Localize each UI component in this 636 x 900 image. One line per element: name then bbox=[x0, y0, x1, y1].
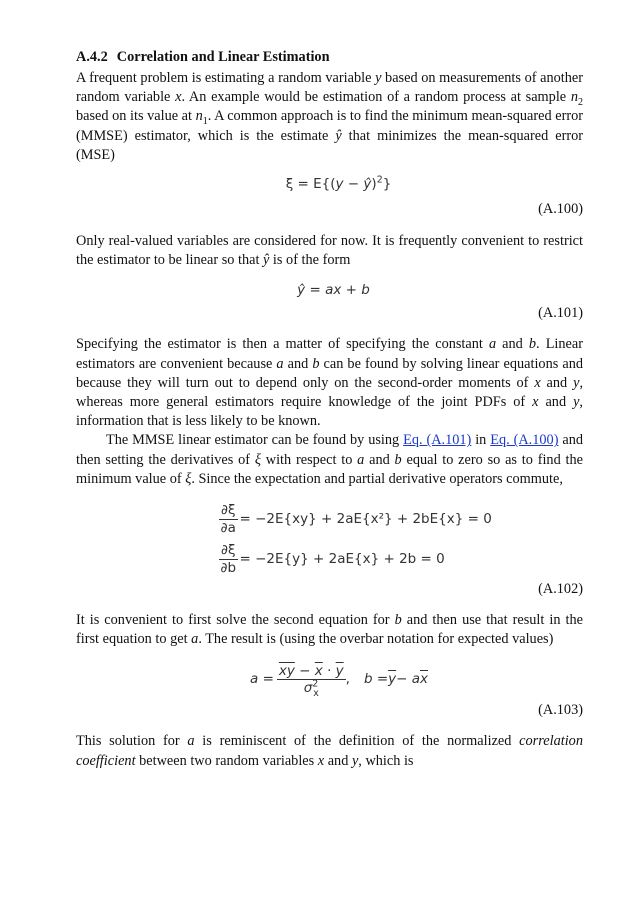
equation-a101 bbox=[76, 281, 583, 323]
equation-a103-body: a = $\frac{\overline{xy} - \overline{x} \cdot \overline{y}}{\sigma^2_x}$ , b = $\overline{y}$ − a $\overline{x}$ bbox=[250, 662, 429, 699]
equation-a102-row2: $\frac{\partial\xi}{\partial b}$ = −2E{y} + 2aE{x} + 2b = 0 bbox=[220, 542, 445, 576]
equation-a102-row1: $\frac{\partial\xi}{\partial a}$ = −2E{xy} + 2aE{x²} + 2bE{x} = 0 bbox=[220, 502, 492, 536]
eq-a101-link[interactable]: Eq. (A.101) bbox=[403, 432, 472, 449]
equation-a102 bbox=[76, 500, 583, 599]
equation-number: (A.103) bbox=[538, 702, 583, 719]
section-number: A.4.2 bbox=[76, 49, 108, 65]
equation-number: (A.100) bbox=[538, 201, 583, 218]
a-fraction: $\frac{\overline{xy} - \overline{x} \cdot \overline{y}}{\sigma^2_x}$ bbox=[278, 662, 344, 699]
section-heading bbox=[76, 48, 583, 67]
partial-fraction: $\frac{\partial\xi}{\partial b}$ bbox=[220, 542, 237, 576]
equation-a100 bbox=[76, 175, 583, 219]
equation-number: (A.102) bbox=[538, 581, 583, 598]
equation-a101-body: ŷ = ax + b bbox=[297, 282, 370, 299]
section-title: Correlation and Linear Estimation bbox=[116, 49, 330, 65]
paragraph-solve: It is convenient to first solve the second equation for b and then use that result in the first equation to get a. The result is (using the overbar notation for expected values) bbox=[76, 612, 583, 648]
paragraph-linear-estimators: Specifying the estimator is then a matter of specifying the constant a and b. Linear estimators are convenient because a and b can be found by solving linear equations and because they will turn out to depend only on the second-order moments of x and y, whereas more general estimators require knowledge of the joint PDFs of x and y, information that is less likely to be known. bbox=[76, 336, 584, 430]
paragraph-mmse-derivation: The MMSE linear estimator can be found by using Eq. (A.101) in Eq. (A.100) and then setting the derivatives of ξ with respect to a and b equal to zero so as to find the minimum value of ξ. Since the expectation and partial derivative operators commute, bbox=[76, 432, 583, 487]
eq-a100-link[interactable]: Eq. (A.100) bbox=[490, 432, 559, 449]
paragraph-correlation: This solution for a is reminiscent of the definition of the normalized correlation coefficient between two random variables x and y, which is bbox=[76, 733, 583, 769]
equation-a100-body: ξ = E{(y − ŷ)$^2$} bbox=[285, 174, 392, 193]
partial-fraction: $\frac{\partial\xi}{\partial a}$ bbox=[220, 502, 236, 536]
paragraph-intro: A frequent problem is estimating a random variable y based on measurements of another random variable x. An example would be estimation of a random process at sample $n_2$ based on its value at $n_1$. A common approach is to find the minimum mean-squared error (MMSE) estimator, which is the estimate ŷ that minimizes the mean-squared error (MSE) bbox=[76, 70, 584, 163]
equation-number: (A.101) bbox=[538, 305, 583, 322]
paragraph-linear-form: Only real-valued variables are considered for now. It is frequently convenient to restrict the estimator to be linear so that ŷ is of the form bbox=[76, 233, 583, 269]
equation-a103 bbox=[76, 657, 583, 720]
